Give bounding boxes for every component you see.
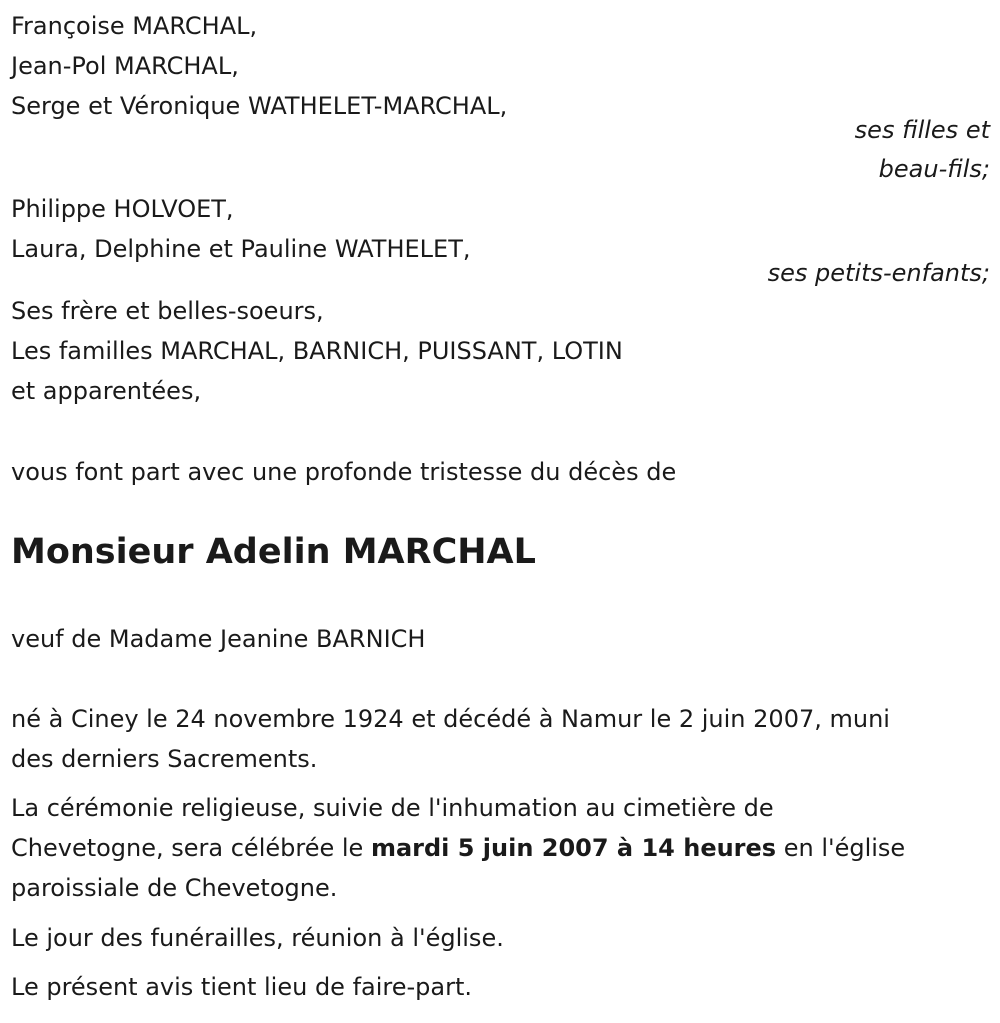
- announcement-text: vous font part avec une profonde tristesse du décès de: [11, 458, 677, 486]
- deceased-name: Monsieur Adelin MARCHAL: [11, 532, 536, 572]
- ceremony-text-after: en l'église: [776, 834, 906, 862]
- gathering-text: Le jour des funérailles, réunion à l'église.: [11, 924, 504, 952]
- grandchildren-role: ses petits-enfants;: [767, 259, 990, 287]
- ceremony-line-2: [11, 828, 905, 868]
- ceremony-date-time: mardi 5 juin 2007 à 14 heures: [370, 834, 777, 862]
- ceremony-line-3: paroissiale de Chevetogne.: [11, 874, 338, 902]
- grandchild-1: Philippe HOLVOET,: [11, 195, 234, 223]
- ceremony-text-before: Chevetogne, sera célébrée le: [11, 834, 371, 862]
- children-role-line-2: beau-fils;: [878, 155, 990, 183]
- family-member-1: Françoise MARCHAL,: [11, 12, 258, 40]
- birth-death-line-2: des derniers Sacrements.: [11, 745, 318, 773]
- family-member-2: Jean-Pol MARCHAL,: [11, 52, 239, 80]
- relatives-line-2: Les familles MARCHAL, BARNICH, PUISSANT, LOTIN: [11, 337, 623, 365]
- birth-death-line-1: né à Ciney le 24 novembre 1924 et décédé à Namur le 2 juin 2007, muni: [11, 705, 890, 733]
- children-role-line-1: ses filles et: [854, 116, 990, 144]
- relatives-line-3: et apparentées,: [11, 377, 202, 405]
- ceremony-line-1: La cérémonie religieuse, suivie de l'inhumation au cimetière de: [11, 794, 774, 822]
- relatives-line-1: Ses frère et belles-soeurs,: [11, 297, 324, 325]
- notice-text: Le présent avis tient lieu de faire-part.: [11, 973, 473, 1001]
- widower-line: veuf de Madame Jeanine BARNICH: [11, 625, 426, 653]
- family-member-3: Serge et Véronique WATHELET-MARCHAL,: [11, 92, 508, 120]
- grandchild-2: Laura, Delphine et Pauline WATHELET,: [11, 235, 471, 263]
